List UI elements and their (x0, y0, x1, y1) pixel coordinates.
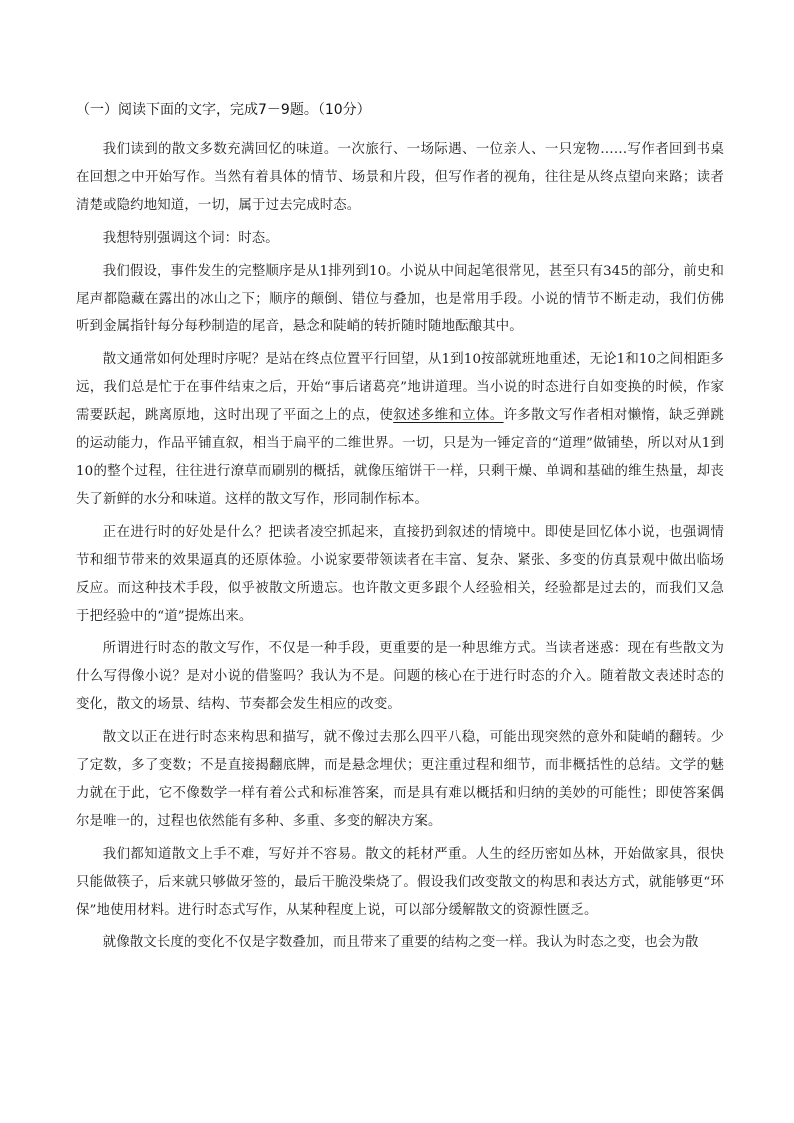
section-heading: （一）阅读下面的文字，完成7－9题。（10分） (76, 102, 371, 118)
paragraph: 散文以正在进行时态来构思和描写，就不像过去那么四平八稳，可能出现突然的意外和陡峭的翻转。少了定数，多了变数；不是直接揭翻底牌，而是悬念埋伏；更注重过程和细节，而非概括性的总结。文学的魅力就在于此，它不像数学一样有着公式和标准答案，而是具有难以概括和归纳的美妙的可能性；即使答案偶尔是唯一的，过程也依然能有多种、多重、多变的解决方案。 (76, 730, 724, 829)
paragraph: 就像散文长度的变化不仅是字数叠加，而且带来了重要的结构之变一样。我认为时态之变，也会为散 (102, 935, 699, 951)
paragraph: 我们都知道散文上手不难，写好并不容易。散文的耗材严重。人生的经历密如丛林，开始做家具，很快只能做筷子，后来就只够做牙签的，最后干脆没柴烧了。假设我们改变散文的构思和表达方式，就能够更“环保”地使用材料。进行时态式写作，从某种程度上说，可以部分缓解散文的资源性匮乏。 (76, 846, 724, 918)
paragraph-text: 散文通常如何处理时序呢？是站在终点位置平行回望，从1到10按部就班地重述，无论1和10之间相距多远，我们总是忙于在事件结束之后，开始“事后诸葛亮”地讲道理。当小说的时态进行自如变换的时候，作家需要跃起，跳离原地，这时出现了平面之上的点，使 (76, 352, 724, 424)
paragraph: 我们读到的散文多数充满回忆的味道。一次旅行、一场际遇、一位亲人、一只宠物……写作者回到书桌在回想之中开始写作。当然有着具体的情节、场景和片段，但写作者的视角，往往是从终点望向来路；读者清楚或隐约地知道，一切，属于过去完成时态。 (76, 142, 724, 213)
passage-body (76, 136, 724, 962)
paragraph-text: 许多散文写作者相对懒惰，缺乏弹跳的运动能力，作品平铺直叙，相当于扁平的二维世界。一切，只是为一锤定音的“道理”做铺垫，所以对从1到10的整个过程，往往进行潦草而刷别的概括，就像压缩饼干一样，只剩干燥、单调和基础的维生热量，却丧失了新鲜的水分和味道。这样的散文写作，形同制作标本。 (76, 408, 725, 507)
underlined-phrase: 叙述多维和立体。 (393, 408, 504, 424)
paragraph: 我们假设，事件发生的完整顺序是从1排列到10。小说从中间起笔很常见，甚至只有345的部分，前史和尾声都隐藏在露出的冰山之下；顺序的颠倒、错位与叠加，也是常用手段。小说的情节不断走动，我们仿佛听到金属指针每分每秒制造的尾音，悬念和陡峭的转折随时随地酝酿其中。 (76, 263, 724, 335)
paragraph: 所谓进行时态的散文写作，不仅是一种手段，更重要的是一种思维方式。当读者迷惑：现在有些散文为什么写得像小说？是对小说的借鉴吗？我认为不是。问题的核心在于进行时态的介入。随着散文表述时态的变化，散文的场景、结构、节奏都会发生相应的改变。 (76, 641, 724, 713)
paragraph (76, 346, 724, 513)
paragraph: 我想特别强调这个词：时态。 (102, 230, 279, 246)
paragraph: 正在进行时的好处是什么？把读者凌空抓起来，直接扔到叙述的情境中。即使是回忆体小说，也强调情节和细节带来的效果逼真的还原体验。小说家要带领读者在丰富、复杂、紧张、多变的仿真景观中做出临场反应。而这种技术手段，似乎被散文所遗忘。也许散文更多跟个人经验相关，经验都是过去的，而我们又急于把经验中的“道”提炼出来。 (76, 524, 724, 624)
